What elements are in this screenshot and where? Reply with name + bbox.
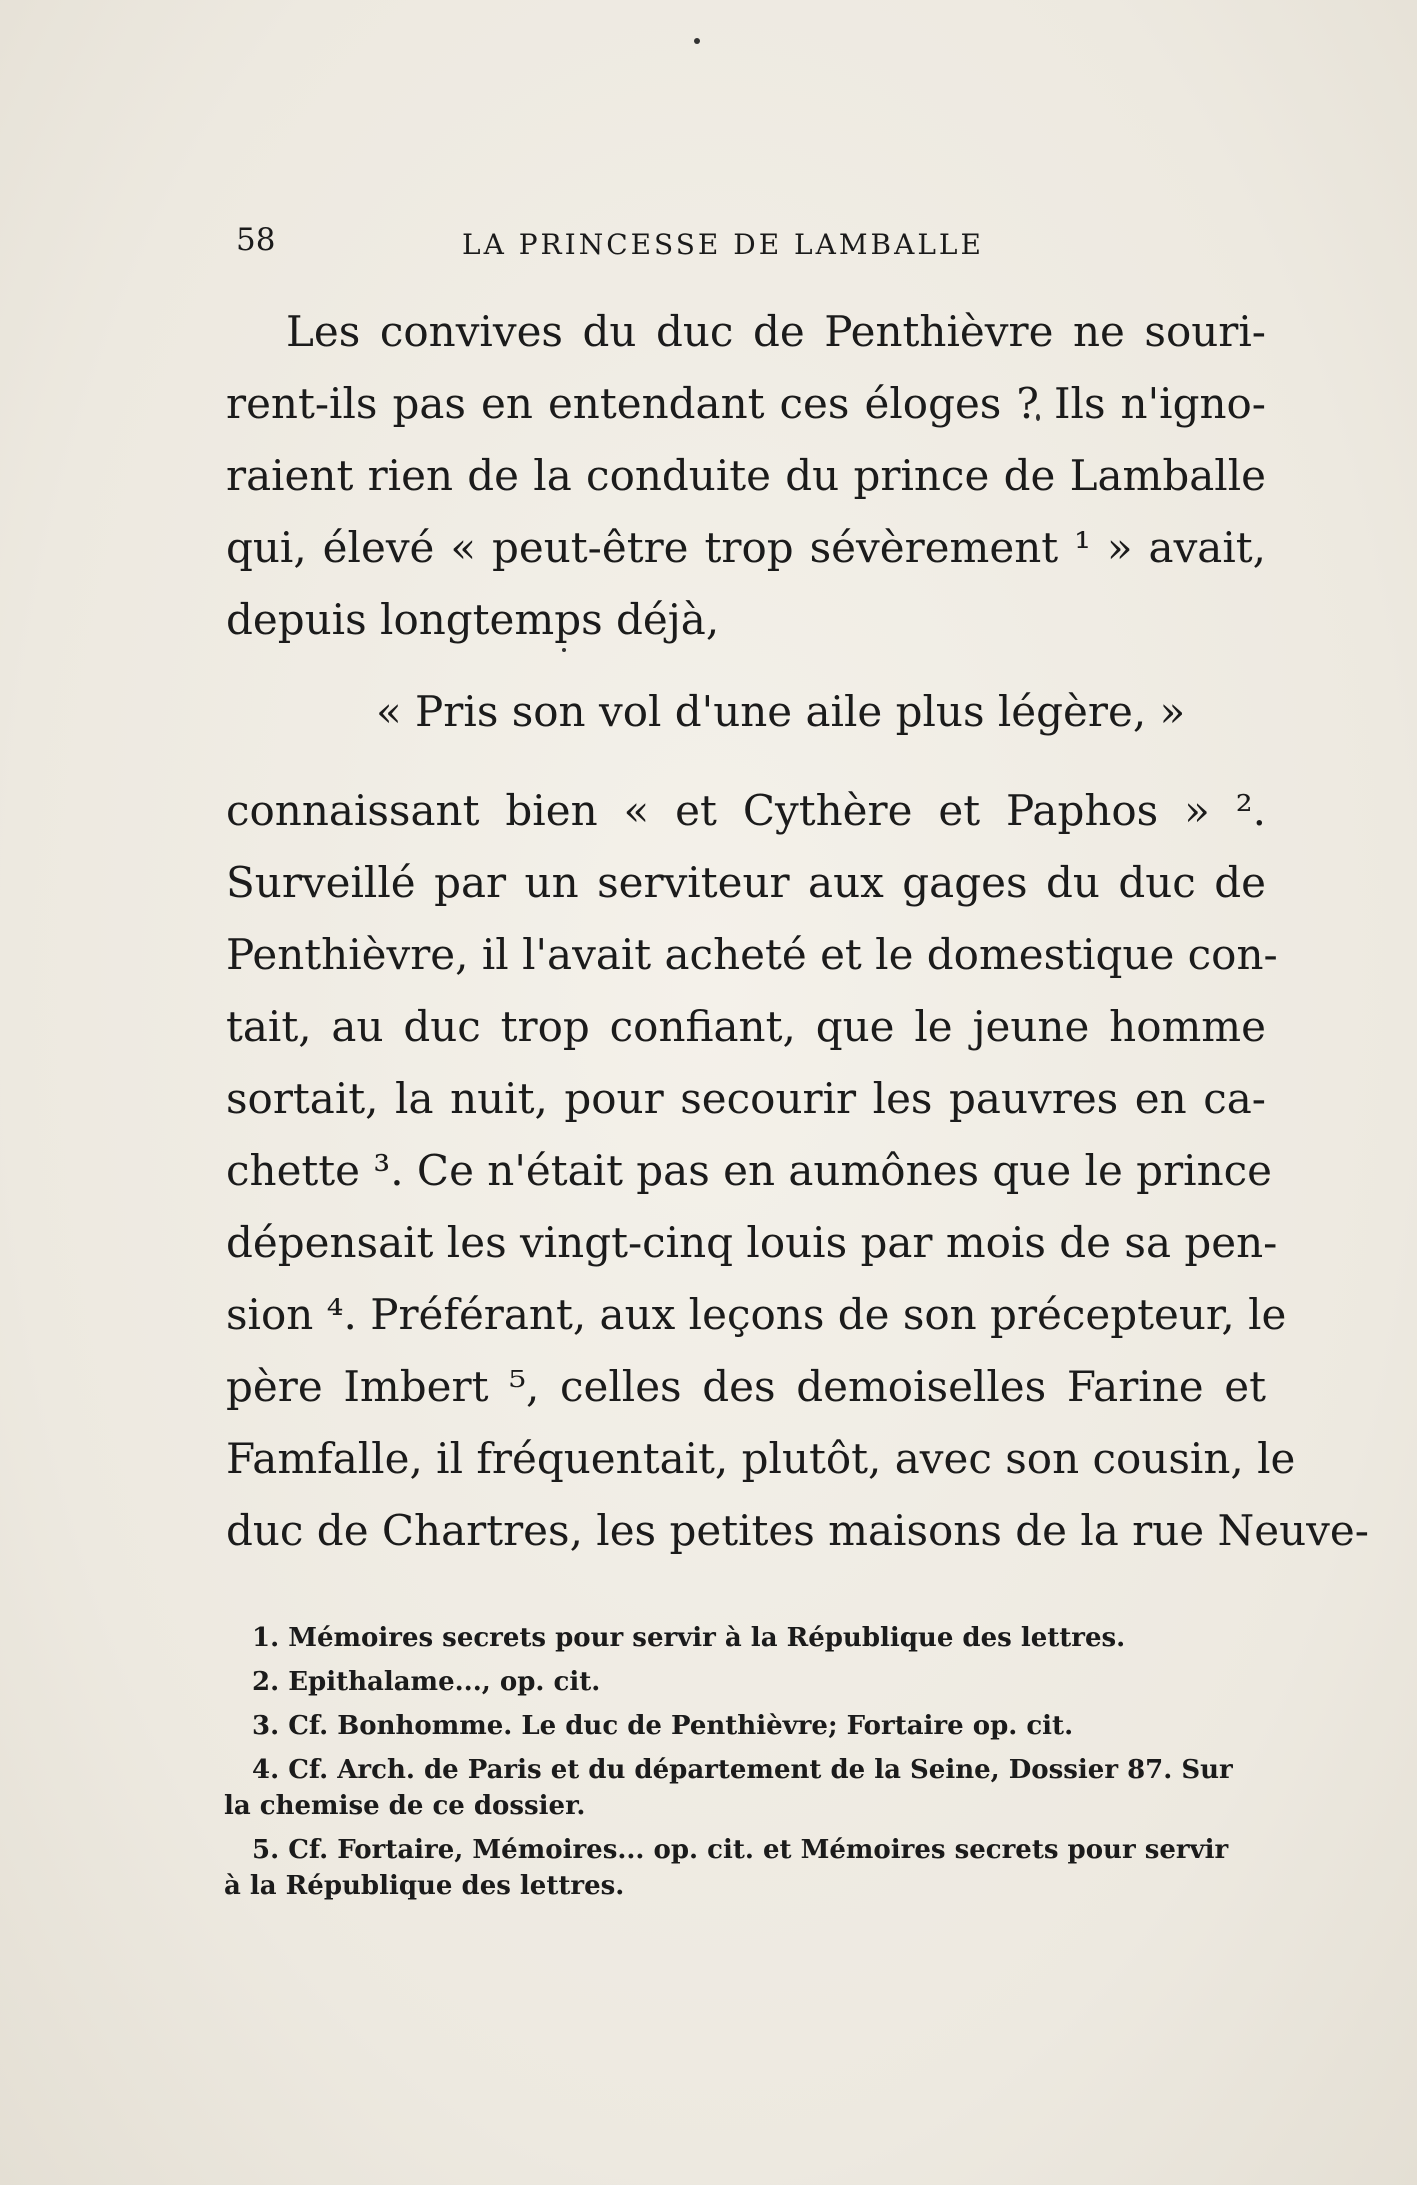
verse-quote: « Pris son vol d'une aile plus légère, »: [376, 687, 1186, 736]
text-line: Surveillé par un serviteur aux gages du duc de: [226, 858, 1266, 907]
footnote: 4. Cf. Arch. de Paris et du département de la Seine, Dossier 87. Sur la chemise de ce dossier.: [224, 1755, 1233, 1821]
paragraph-1: [226, 296, 1266, 656]
text-line: qui, élevé « peut-être trop sévèrement ¹ » avait,: [226, 523, 1266, 572]
page-number: 58: [236, 222, 276, 258]
text-line: sion ⁴. Préférant, aux leçons de son précepteur, le: [226, 1290, 1287, 1339]
text-line: tait, au duc trop confiant, que le jeune homme: [226, 1002, 1266, 1051]
text-line: raient rien de la conduite du prince de Lamballe: [226, 451, 1266, 500]
text-line: dépensait les vingt-cinq louis par mois de sa pen-: [226, 1218, 1278, 1267]
text-line: sortait, la nuit, pour secourir les pauvres en ca-: [226, 1074, 1266, 1123]
text-line: depuis longtemps déjà,: [226, 595, 720, 644]
paragraph-2: [226, 775, 1369, 1567]
footnote: 2. Epithalame..., op. cit.: [252, 1667, 601, 1697]
text-line: rent-ils pas en entendant ces éloges ? Ils n'igno-: [226, 379, 1266, 428]
text-line: Famfalle, il fréquentait, plutôt, avec son cousin, le: [226, 1434, 1296, 1483]
text-line: Les convives du duc de Penthièvre ne souri-: [286, 307, 1266, 356]
footnote: 3. Cf. Bonhomme. Le duc de Penthièvre; Fortaire op. cit.: [252, 1711, 1074, 1741]
text-line: connaissant bien « et Cythère et Paphos » ².: [226, 786, 1266, 835]
page-header: [232, 222, 1272, 262]
running-title: LA PRINCESSE DE LAMBALLE: [462, 228, 984, 261]
text-line: chette ³. Ce n'était pas en aumônes que le prince: [226, 1146, 1273, 1195]
text-line: Penthièvre, il l'avait acheté et le domestique con-: [226, 930, 1278, 979]
footnote: 5. Cf. Fortaire, Mémoires... op. cit. et Mémoires secrets pour servir à la République des lettres.: [224, 1835, 1229, 1901]
ink-speck: [694, 38, 700, 44]
text-line: père Imbert ⁵, celles des demoiselles Farine et: [226, 1362, 1266, 1411]
footnote: 1. Mémoires secrets pour servir à la République des lettres.: [252, 1623, 1126, 1653]
footnotes: [224, 1620, 1254, 1912]
text-line: duc de Chartres, les petites maisons de la rue Neuve-: [226, 1506, 1369, 1555]
